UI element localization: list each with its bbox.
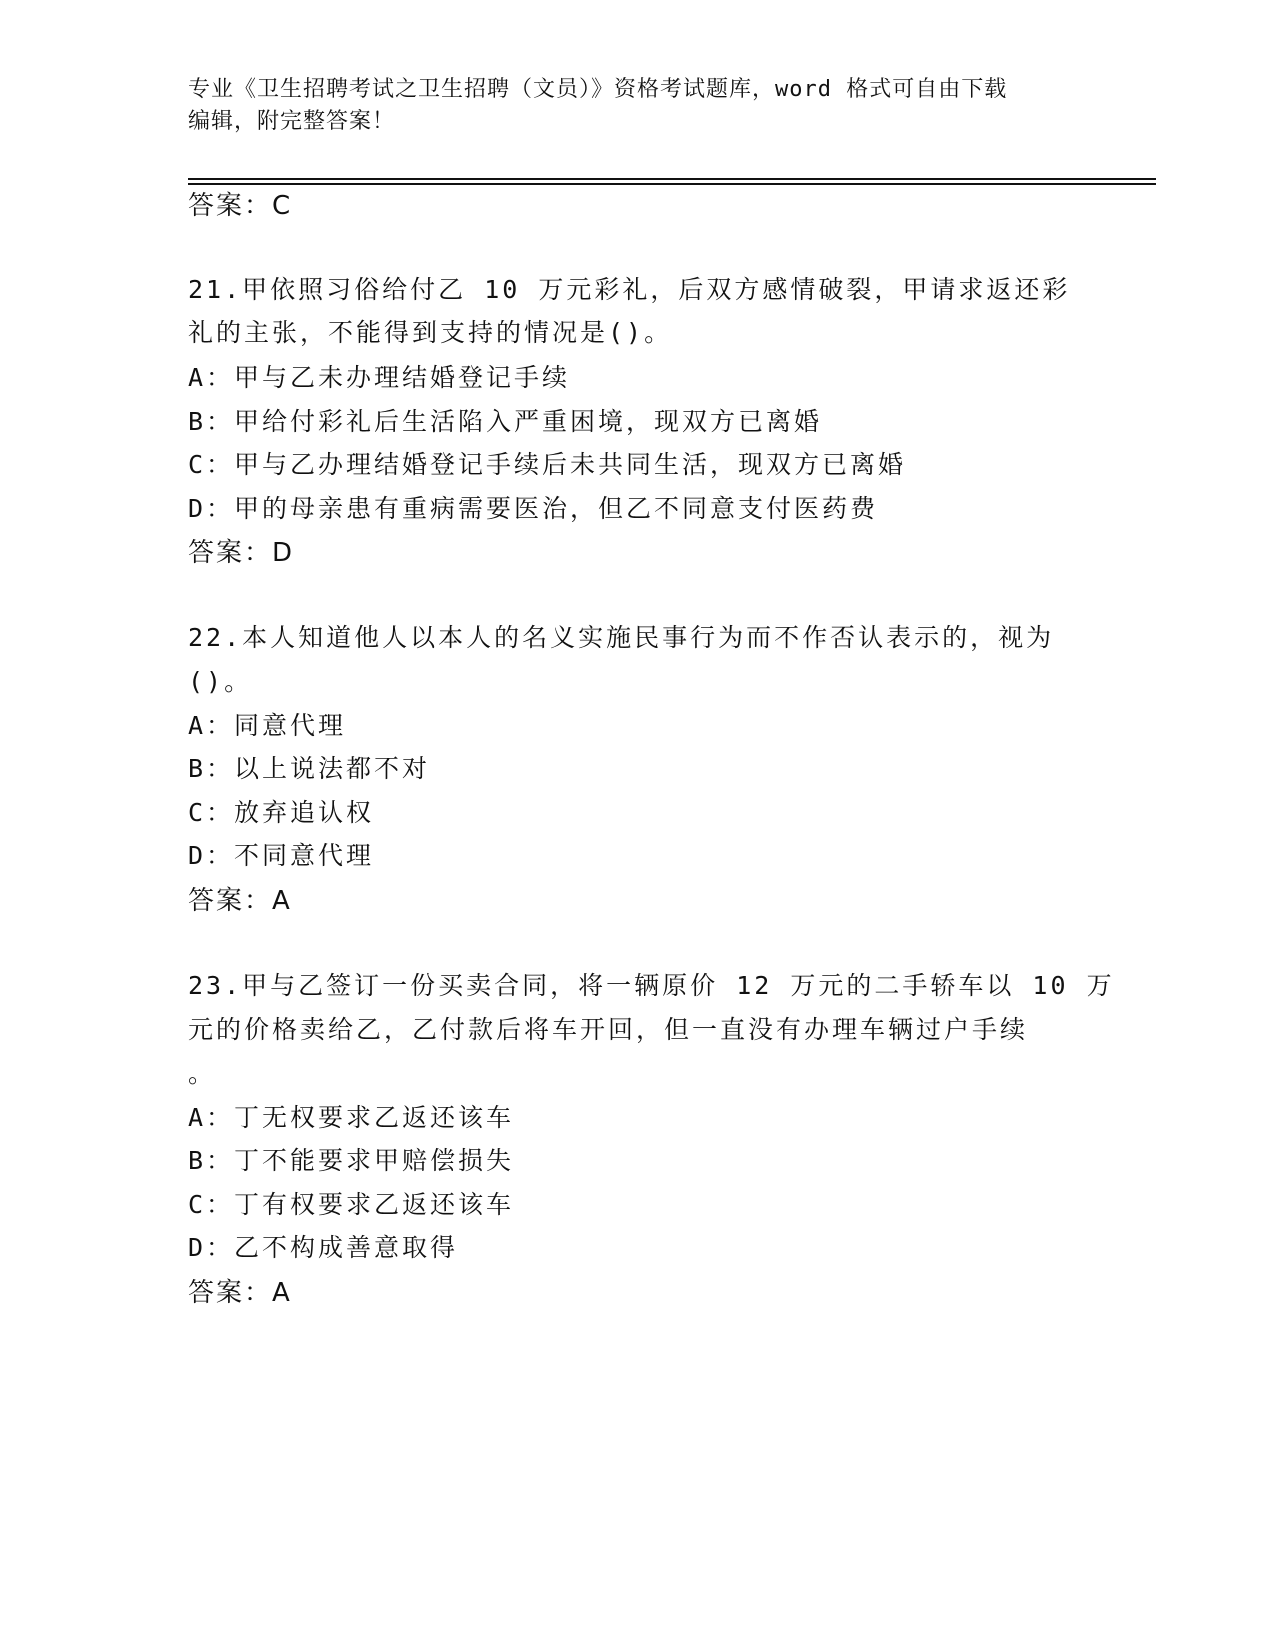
question-21-stem-line-2: 礼的主张，不能得到支持的情况是()。 (188, 318, 673, 347)
question-22-stem-line-1: 22.本人知道他人以本人的名义实施民事行为而不作否认表示的，视为 (188, 623, 1055, 652)
header-line-1: 专业《卫生招聘考试之卫生招聘（文员）》资格考试题库，word 格式可自由下载 (188, 77, 1008, 102)
question-23-stem-line-3: 。 (188, 1059, 217, 1088)
question-23-option-b: B：丁不能要求甲赔偿损失 (188, 1146, 515, 1175)
question-23-option-d: D：乙不构成善意取得 (188, 1233, 459, 1262)
header-line-2: 编辑，附完整答案！ (188, 109, 396, 134)
question-21-option-c: C：甲与乙办理结婚登记手续后未共同生活，现双方已离婚 (188, 450, 907, 479)
question-21-option-b: B：甲给付彩礼后生活陷入严重困境，现双方已离婚 (188, 407, 823, 436)
question-23-option-c: C：丁有权要求乙返还该车 (188, 1190, 515, 1219)
question-22-answer: 答案：A (188, 886, 292, 916)
question-23-answer: 答案：A (188, 1278, 292, 1308)
question-21-stem-line-1: 21.甲依照习俗给付乙 10 万元彩礼，后双方感情破裂，甲请求返还彩 (188, 275, 1071, 304)
previous-answer: 答案：C (188, 191, 293, 221)
question-22-option-a: A：同意代理 (188, 711, 347, 740)
question-23-stem-line-1: 23.甲与乙签订一份买卖合同，将一辆原价 12 万元的二手轿车以 10 万 (188, 971, 1115, 1000)
question-21-answer: 答案：D (188, 538, 295, 568)
question-23-stem-line-2: 元的价格卖给乙，乙付款后将车开回，但一直没有办理车辆过户手续 (188, 1015, 1029, 1044)
header-divider-top (188, 178, 1156, 180)
question-22-option-d: D：不同意代理 (188, 841, 375, 870)
question-22-option-c: C：放弃追认权 (188, 798, 375, 827)
question-22-option-b: B：以上说法都不对 (188, 754, 431, 783)
header-divider-bottom (188, 183, 1156, 185)
document-header (188, 74, 1088, 138)
question-21-option-a: A：甲与乙未办理结婚登记手续 (188, 363, 571, 392)
question-21-option-d: D：甲的母亲患有重病需要医治，但乙不同意支付医药费 (188, 494, 879, 523)
question-23-option-a: A：丁无权要求乙返还该车 (188, 1103, 515, 1132)
question-22-stem-line-2: ()。 (188, 667, 253, 696)
